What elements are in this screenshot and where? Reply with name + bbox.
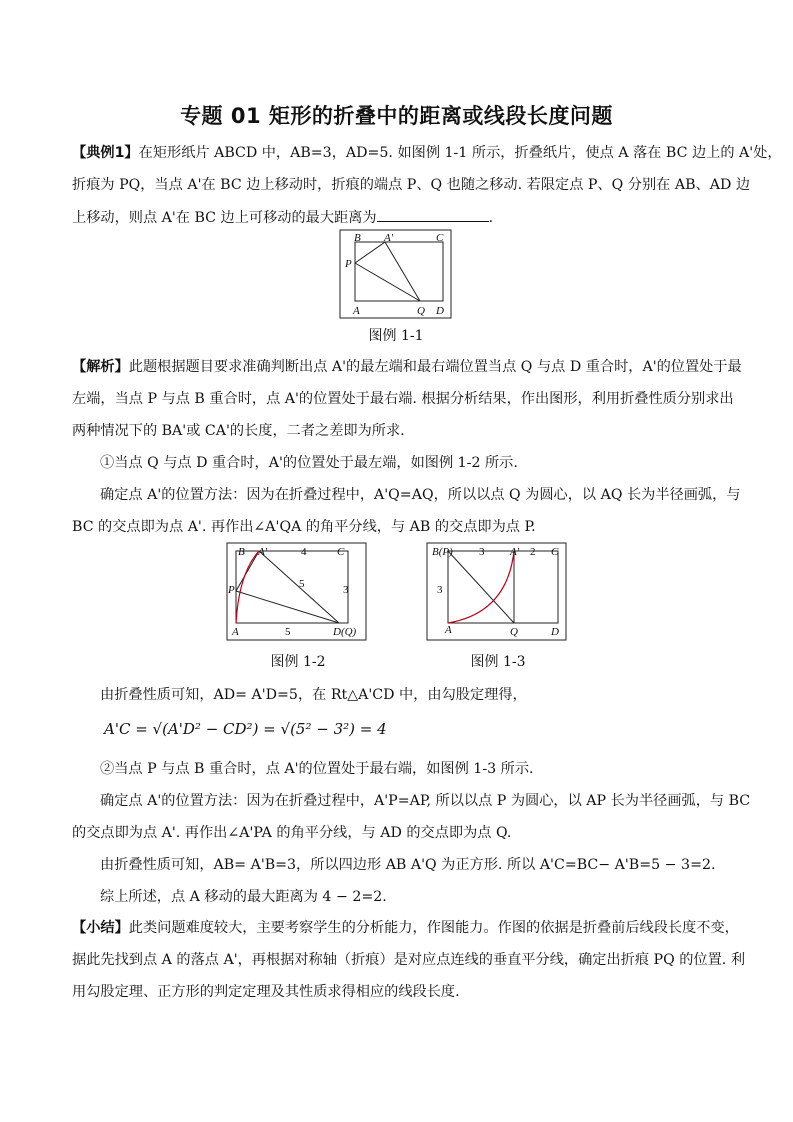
example-text-1: 在矩形纸片 ABCD 中，AB=3，AD=5. 如图例 1-1 所示，折叠纸片，使点 A 落在 BC 边上的 A'处， (138, 145, 782, 161)
example-text-3-end: . (488, 210, 494, 226)
fig3-label-a1: A' (510, 546, 520, 558)
figure-1-1 (340, 230, 452, 320)
fig3-label-a: A (445, 624, 452, 636)
fig2-arc (236, 551, 259, 623)
answer-blank (377, 207, 489, 222)
example-line-2: 折痕为 PQ，当点 A'在 BC 边上移动时，折痕的端点 P、Q 也随之移动. 若限定点 P、Q 分别在 AB、AD 边 (72, 177, 751, 193)
fig3-label-q: Q (510, 626, 518, 638)
figure-1-3 (427, 543, 567, 641)
fig1-a1q (385, 242, 420, 301)
summary-line-3: 用勾股定理、正方形的判定定理及其性质求得相应的线段长度. (72, 984, 460, 1000)
example-line-1 (72, 143, 782, 163)
example-text-3: 上移动，则点 A'在 BC 边上可移动的最大距离为 (72, 210, 377, 226)
fig1-label-q: Q (417, 305, 425, 317)
fig1-label-a1: A' (384, 232, 394, 244)
conclusion: 综上所述，点 A 移动的最大距离为 4 − 2=2. (100, 889, 387, 905)
fig1-pq (355, 263, 420, 301)
summary-line-2: 据此先找到点 A 的落点 A'，再根据对称轴（折痕）是对应点连线的垂直平分线，确定出折痕 PQ 的位置. 利 (72, 952, 746, 968)
analysis-line-1 (72, 357, 742, 377)
fig1-caption: 图例 1-1 (368, 328, 424, 344)
summary-line-1 (72, 918, 739, 938)
case-1: ①当点 Q 与点 D 重合时，A'的位置处于最左端，如图例 1-2 所示. (100, 455, 518, 471)
fig1-label-b: B (354, 232, 361, 244)
property-1: 由折叠性质可知，AD= A'D=5，在 Rt△A'CD 中，由勾股定理得， (100, 687, 527, 703)
fig1-label-a: A (353, 305, 360, 317)
analysis-tag: 【解析】 (72, 359, 129, 375)
analysis-line-2: 左端，当点 P 与点 B 重合时，点 A'的位置处于最右端. 根据分析结果，作出图形，利用折叠性质分别求出 (72, 391, 734, 407)
fig2-label-p: P (228, 584, 235, 596)
fig2-label-5a: 5 (299, 578, 305, 590)
fig2-label-5b: 5 (285, 626, 291, 638)
fig2-caption: 图例 1-2 (270, 654, 326, 670)
fig1-pa1 (355, 242, 385, 263)
fig2-label-3: 3 (343, 584, 349, 596)
fig3-label-c: C (551, 546, 559, 558)
example-line-3 (72, 207, 724, 228)
fig1-label-p: P (345, 258, 352, 270)
analysis-line-3: 两种情况下的 BA'或 CA'的长度，二者之差即为所求. (72, 423, 405, 439)
summary-text-1: 此类问题难度较大，主要考察学生的分析能力，作图能力。作图的依据是折叠前后线段长度不变， (128, 920, 739, 936)
example-tag: 【典例1】 (72, 145, 139, 161)
method-2-line-a: 确定点 A'的位置方法：因为在折叠过程中，A'P=AP, 所以以点 P 为圆心，以 AP 长为半径画弧，与 BC (100, 793, 751, 809)
fig3-bq (448, 551, 514, 623)
fig2-label-c: C (337, 546, 345, 558)
method-1-line-b: BC 的交点即为点 A'. 再作出∠A'QA 的角平分线，与 AB 的交点即为点 P. (72, 519, 536, 535)
fig1-rect (355, 242, 443, 301)
figure-1-2 (227, 543, 367, 641)
fig1-label-c: C (436, 232, 444, 244)
pythagoras-formula: A'C = √(A'D² − CD²) = √(5² − 3²) = 4 (104, 720, 387, 738)
fig1-label-d: D (436, 305, 444, 317)
fig2-label-4: 4 (301, 546, 307, 558)
analysis-text-1: 此题根据题目要求准确判断出点 A'的最左端和最右端位置当点 Q 与点 D 重合时，A'的位置处于最 (128, 359, 742, 375)
summary-tag: 【小结】 (72, 920, 129, 936)
fig3-label-2: 2 (530, 546, 536, 558)
fig2-label-a1: A' (258, 546, 268, 558)
fig2-label-dq: D(Q) (333, 626, 357, 638)
fig2-label-a: A (232, 626, 239, 638)
fig3-caption: 图例 1-3 (470, 654, 526, 670)
page-title: 专题 01 矩形的折叠中的距离或线段长度问题 (180, 104, 613, 128)
property-2: 由折叠性质可知，AB= A'B=3，所以四边形 AB A'Q 为正方形. 所以 A'C=BC− A'B=5 − 3=2. (100, 857, 716, 873)
fig3-label-bp: B(P) (432, 546, 453, 558)
method-2-line-b: 的交点即为点 A'. 再作出∠A'PA 的角平分线，与 AD 的交点即为点 Q. (72, 825, 512, 841)
fig3-label-3b: 3 (437, 584, 443, 596)
fig3-label-d: D (551, 626, 559, 638)
fig2-label-b: B (238, 546, 245, 558)
method-1-line-a: 确定点 A'的位置方法：因为在折叠过程中，A'Q=AQ，所以以点 Q 为圆心，以 AQ 长为半径画弧，与 (100, 487, 741, 503)
fig3-label-3a: 3 (479, 546, 485, 558)
case-2: ②当点 P 与点 B 重合时，点 A'的位置处于最右端，如图例 1-3 所示. (100, 761, 534, 777)
fig2-pd (236, 591, 339, 623)
